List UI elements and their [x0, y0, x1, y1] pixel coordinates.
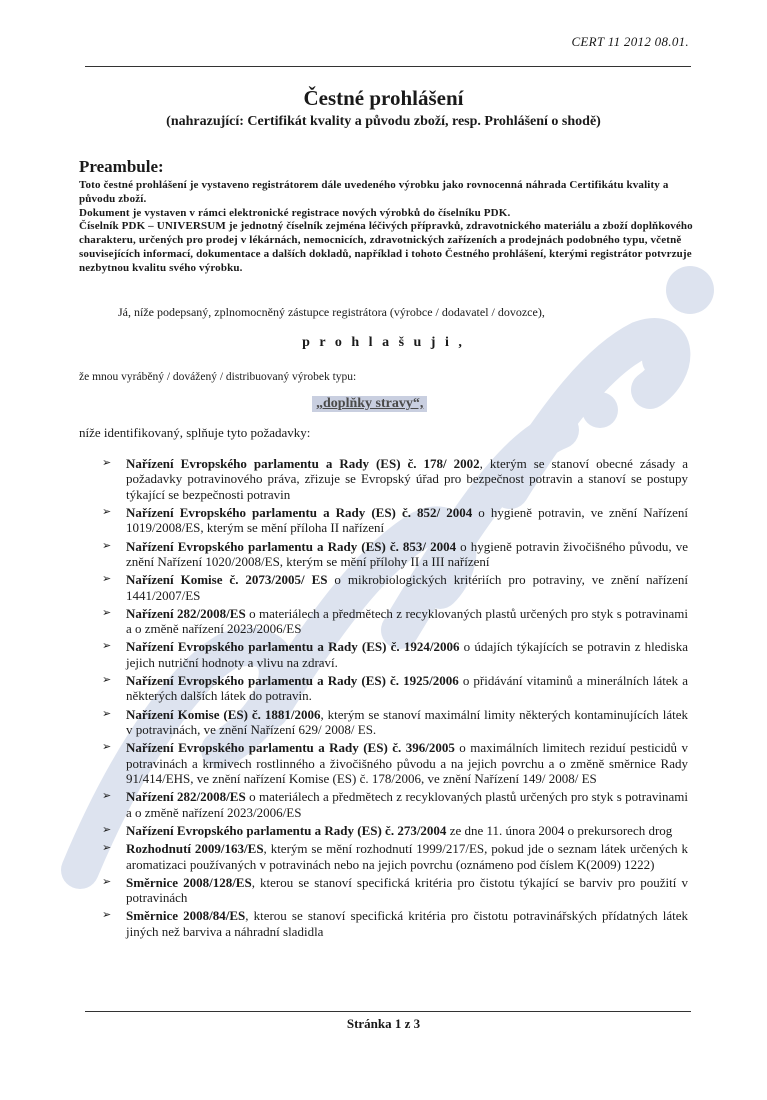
requirement-item	[100, 539, 688, 570]
preamble-text	[79, 179, 699, 276]
requirement-item	[100, 606, 688, 637]
requirement-item	[100, 639, 688, 670]
arrow-bullet-icon: ➢	[102, 875, 112, 888]
arrow-bullet-icon: ➢	[102, 707, 112, 720]
declarant-statement: Já, níže podepsaný, zplnomocněný zástupce registrátora (výrobce / dodavatel / dovozce),	[118, 305, 545, 319]
requirement-item	[100, 505, 688, 536]
arrow-bullet-icon: ➢	[102, 573, 112, 586]
requirement-item	[100, 841, 688, 872]
requirement-item	[100, 740, 688, 786]
arrow-bullet-icon: ➢	[102, 506, 112, 519]
requirement-description: , kterým se stanoví maximální limity některých kontaminujících látek v potravinách, ve znění Nařízení 629/ 2008/ ES.	[126, 706, 688, 738]
arrow-bullet-icon: ➢	[102, 539, 112, 552]
requirement-reference: Nařízení Komise (ES) č. 1881/2006	[126, 706, 321, 722]
requirement-description: o hygieně potravin, ve znění Nařízení 1019/2008/ES, kterým se mění příloha II nařízení	[126, 505, 689, 536]
requirement-item	[100, 823, 688, 838]
requirement-reference: Rozhodnutí 2009/163/ES	[126, 841, 264, 857]
requirement-reference: Nařízení Komise č. 2073/2005/ ES	[126, 572, 328, 588]
requirement-reference: Nařízení Evropského parlamentu a Rady (ES) č. 273/2004	[126, 822, 447, 838]
requirement-reference: Nařízení 282/2008/ES	[126, 789, 246, 805]
arrow-bullet-icon: ➢	[102, 606, 112, 619]
declaration-word: p r o h l a š u j i ,	[302, 335, 465, 350]
requirement-description: , kterou se stanoví specifická kritéria pro čistotu potravinářských přídatných látek jiných než barviva a náhradní sladidla	[126, 908, 688, 939]
header-divider	[85, 66, 691, 67]
requirements-list	[100, 456, 688, 942]
requirement-description: o přidávání vitaminů a minerálních látek a některých dalších látek do potravin.	[126, 673, 689, 704]
requirement-description: o materiálech a předmětech z recyklovaných plastů určených pro styk s potravinami a o změně nařízení 2023/2006/ES	[126, 789, 688, 820]
arrow-bullet-icon: ➢	[102, 909, 112, 922]
arrow-bullet-icon: ➢	[102, 640, 112, 653]
document-title: Čestné prohlášení	[303, 86, 464, 110]
arrow-bullet-icon: ➢	[102, 741, 112, 754]
preamble-paragraph: Dokument je vystaven v rámci elektronické registrace nových výrobků do číselníku PDK.	[79, 206, 511, 219]
product-type-intro: že mnou vyráběný / dovážený / distribuovaný výrobek typu:	[79, 371, 357, 383]
requirement-item	[100, 673, 688, 704]
requirement-description: , kterým se stanoví obecné zásady a požadavky potravinového práva, zřizuje se Evropský úřad pro bezpečnost potravin a stanoví se postupy týkající se bezpečnosti potravin	[126, 456, 689, 502]
requirement-item	[100, 789, 688, 820]
requirement-description: , kterým se mění rozhodnutí 1999/217/ES, pokud jde o seznam látek určených k aromatizaci používaných v potravinách nebo na jejich povrchu (oznámeno pod číslem K(2009) 1222)	[126, 841, 688, 872]
requirement-reference: Nařízení Evropského parlamentu a Rady (ES) č. 178/ 2002	[126, 456, 480, 471]
arrow-bullet-icon: ➢	[102, 823, 112, 836]
requirement-item	[100, 908, 688, 939]
arrow-bullet-icon: ➢	[102, 842, 112, 855]
requirement-reference: Nařízení 282/2008/ES	[126, 605, 246, 621]
preamble-paragraph: Číselník PDK – UNIVERSUM je jednotný číselník zejména léčivých přípravků, zdravotnického materiálu a zboží doplňkového charakteru, určených pro prodej v lékárnách, nemocnicích, zdravotnických zařízeních a prodejnách podobného typu, včetně souvisejících informací, dokumentace a dalších dokladů, například i tohoto Čestného prohlášení, kterými registrátor potvrzuje nezbytnou kvalitu svého výrobku.	[79, 220, 693, 274]
requirements-intro: níže identifikovaný, splňuje tyto požadavky:	[79, 425, 311, 440]
requirement-reference: Nařízení Evropského parlamentu a Rady (ES) č. 853/ 2004	[126, 538, 457, 554]
requirement-description: o maximálních limitech reziduí pesticidů v potravinách a krmivech rostlinného a živočišného původu a na jejich povrchu a o změně směrnice Rady 91/414/EHS, ve znění nařízení Komise (ES) č. 178/2006, ve znění Nařízení 149/ 2008/ ES	[126, 740, 689, 787]
requirement-reference: Směrnice 2008/84/ES	[126, 908, 246, 924]
arrow-bullet-icon: ➢	[102, 790, 112, 803]
requirement-reference: Nařízení Evropského parlamentu a Rady (ES) č. 852/ 2004	[126, 505, 473, 521]
requirement-item	[100, 572, 688, 603]
requirement-reference: Nařízení Evropského parlamentu a Rady (ES) č. 1925/2006	[126, 673, 459, 689]
requirement-description: , kterou se stanoví specifická kritéria pro čistotu týkající se barviv pro použití v potravinách	[126, 874, 688, 906]
page-number: Stránka 1 z 3	[346, 1016, 421, 1031]
requirement-description: o hygieně potravin živočišného původu, ve znění Nařízení 1020/2008/ES, kterým se mění přílohy II a III nařízení	[126, 538, 689, 570]
preamble-heading: Preambule:	[79, 157, 164, 176]
requirement-reference: Nařízení Evropského parlamentu a Rady (ES) č. 1924/2006	[126, 639, 460, 655]
requirement-description: o mikrobiologických kritériích pro potraviny, ve znění nařízení 1441/2007/ES	[126, 572, 688, 603]
product-type: „doplňky stravy“,	[312, 396, 427, 412]
requirement-description: ze dne 11. února 2004 o prekursorech drog	[446, 822, 673, 838]
requirement-item	[100, 875, 688, 906]
footer-divider	[85, 1011, 691, 1012]
arrow-bullet-icon: ➢	[102, 457, 112, 469]
requirement-item	[100, 456, 688, 502]
requirement-description: o údajích týkajících se potravin z hlediska jejich nutriční hodnoty a vlivu na zdraví.	[126, 639, 689, 670]
document-subtitle: (nahrazující: Certifikát kvality a původu zboží, resp. Prohlášení o shodě)	[166, 114, 601, 129]
requirement-item	[100, 707, 688, 738]
requirement-reference: Směrnice 2008/128/ES	[126, 874, 252, 890]
preamble-paragraph: Toto čestné prohlášení je vystaveno registrátorem dále uvedeného výrobku jako rovnocenná náhrada Certifikátu kvality a původu zboží.	[79, 179, 669, 205]
requirement-description: o materiálech a předmětech z recyklovaných plastů určených pro styk s potravinami a o změně nařízení 2023/2006/ES	[126, 605, 688, 637]
document-code: CERT 11 2012 08.01.	[571, 34, 689, 49]
arrow-bullet-icon: ➢	[102, 674, 112, 687]
requirement-reference: Nařízení Evropského parlamentu a Rady (ES) č. 396/2005	[126, 740, 455, 756]
